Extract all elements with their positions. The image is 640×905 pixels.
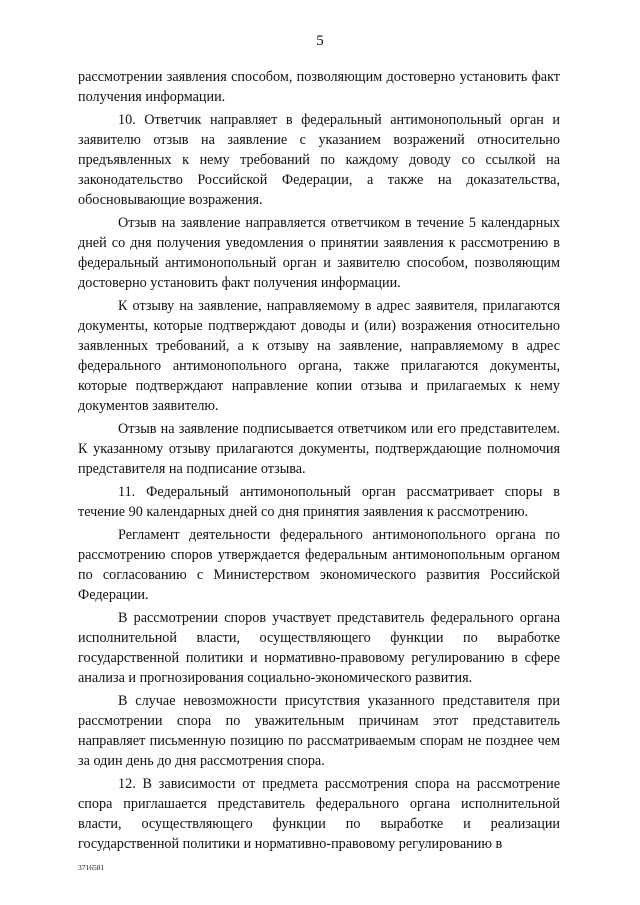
- paragraph-item-11: 11. Федеральный антимонопольный орган рассматривает споры в течение 90 календарных дней со дня принятия заявления к рассмотрению.: [78, 484, 560, 520]
- paragraph-response-attachments: К отзыву на заявление, направляемому в адрес заявителя, прилагаются документы, которые подтверждают доводы и (или) возражения относительно заявленных требований, а к отзыву на заявление, направляемому в адрес федерального антимонопольного органа, также прилагаются документы, которые подтверждают направление копии отзыва и прилагаемых к нему документов заявителю.: [78, 298, 560, 414]
- paragraph-item-12: 12. В зависимости от предмета рассмотрения спора на рассмотрение спора приглашается представитель федерального органа исполнительной власти, осуществляющего функции по выработке и реализации государственной политики и нормативно-правовому регулированию в: [78, 776, 560, 852]
- paragraph-response-deadline: Отзыв на заявление направляется ответчиком в течение 5 календарных дней со дня получения уведомления о принятии заявления к рассмотрению в федеральный антимонопольный орган и заявителю способом, позволяющим достоверно установить факт получения информации.: [78, 215, 560, 291]
- paragraph-representative-absence: В случае невозможности присутствия указанного представителя при рассмотрении спора по уважительным причинам этот представитель направляет письменную позицию по рассматриваемым спорам не позднее чем за один день до дня рассмотрения спора.: [78, 693, 560, 769]
- document-code: 3716581: [78, 863, 105, 872]
- paragraph-response-signature: Отзыв на заявление подписывается ответчиком или его представителем. К указанному отзыву прилагаются документы, подтверждающие полномочия представителя на подписание отзыва.: [78, 421, 560, 477]
- paragraph-item-10: 10. Ответчик направляет в федеральный антимонопольный орган и заявителю отзыв на заявление с указанием возражений относительно предъявленных к нему требований по каждому доводу со ссылкой на законодательство Российской Федерации, а также на доказательства, обосновывающие возражения.: [78, 112, 560, 208]
- document-body: [78, 67, 560, 854]
- page-number: 5: [316, 33, 324, 49]
- paragraph-representative-participation: В рассмотрении споров участвует представитель федерального органа исполнительной власти, осуществляющего функции по выработке государственной политики и нормативно-правовому регулированию в сфере анализа и прогнозирования социально-экономического развития.: [78, 610, 560, 686]
- paragraph-continuation: рассмотрении заявления способом, позволяющим достоверно установить факт получения информации.: [78, 69, 560, 105]
- paragraph-regulation: Регламент деятельности федерального антимонопольного органа по рассмотрению споров утверждается федеральным антимонопольным органом по согласованию с Министерством экономического развития Российской Федерации.: [78, 527, 560, 603]
